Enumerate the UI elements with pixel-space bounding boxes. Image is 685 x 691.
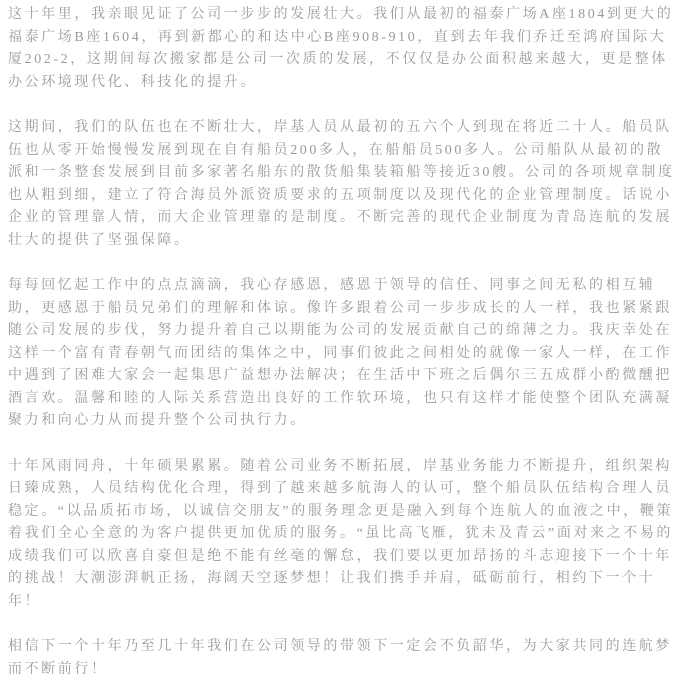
paragraph-5: 相信下一个十年乃至几十年我们在公司领导的带领下一定会不负韶华，为大家共同的连航梦而不断前行！	[8, 639, 672, 677]
paragraph-1: 这十年里，我亲眼见证了公司一步步的发展壮大。我们从最初的福泰广场A座1804到更大的福泰广场B座1604，再到新都心的和达中心B座908-910，直到去年我们乔迁至鸿府国际大厦202-2，这期间每次搬家都是公司一次质的发展，不仅仅是办公面积越来越大，更是整体办公环境现代化、科技化的提升。	[8, 7, 674, 90]
paragraph-4: 十年风雨同舟，十年硕果累累。随着公司业务不断拓展，岸基业务能力不断提升，组织架构日臻成熟，人员结构优化合理，得到了越来越多航海人的认可，整个船员队伍结构合理人员稳定。“以品质拓市场，以诚信交朋友”的服务理念更是融入到每个连航人的血液之中，鞭策着我们全心全意的为客户提供更加优质的服务。“虽比高飞雁，犹未及青云”面对来之不易的成绩我们可以欣喜自豪但是绝不能有丝毫的懈怠，我们要以更加昂扬的斗志迎接下一个十年的挑战！大潮澎湃帆正扬，海阔天空逐梦想！让我们携手并肩，砥砺前行，相约下一个十年！	[8, 458, 674, 609]
paragraph-3: 每每回忆起工作中的点点滴滴，我心存感恩，感恩于领导的信任、同事之间无私的相互辅助，更感恩于船员兄弟们的理解和体谅。像许多跟着公司一步步成长的人一样，我也紧紧跟随公司发展的步伐，努力提升着自己以期能为公司的发展贡献自己的绵薄之力。我庆幸处在这样一个富有青春朝气而团结的集体之中，同事们彼此之间相处的就像一家人一样，在工作中遇到了困难大家会一起集思广益想办法解决；在生活中下班之后偶尔三五成群小酌微醺把酒言欢。温馨和睦的人际关系营造出良好的工作软环境，也只有这样才能使整个团队充满凝聚力和向心力从而提升整个公司执行力。	[8, 278, 672, 428]
paragraph-2: 这期间，我们的队伍也在不断壮大，岸基人员从最初的五六个人到现在将近二十人。船员队伍也从零开始慢慢发展到现在自有船员200多人，在船船员500多人。公司船队从最初的散派和一条整套发展到目前多家著名船东的散货船集装箱船等接近30艘。公司的各项规章制度也从粗到细，建立了符合海员外派资质要求的五项制度以及现代化的企业管理制度。话说小企业的管理靠人情，而大企业管理靠的是制度。不断完善的现代企业制度为青岛连航的发展壮大的提供了坚强保障。	[8, 120, 675, 248]
